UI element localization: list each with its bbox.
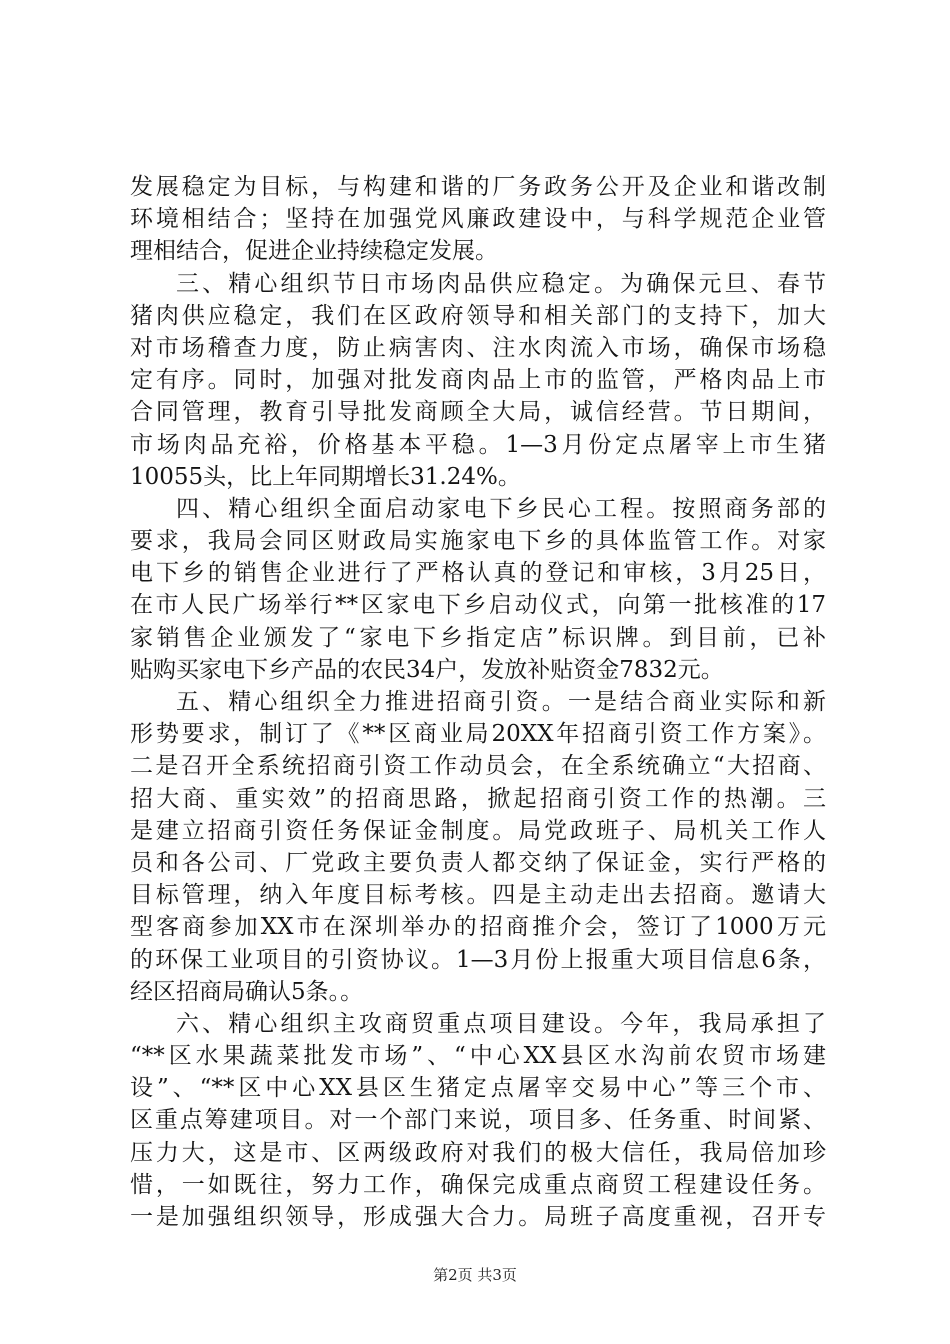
text-line: 家销售企业颁发了“家电下乡指定店”标识牌。到目前，已补 [130,624,826,651]
text-line: 型客商参加XX市在深圳举办的招商推介会，签订了1000万元 [130,914,826,941]
page-footer: 第2页 共3页 [433,1266,517,1284]
text-line: 的环保工业项目的引资协议。1—3月份上报重大项目信息6条， [130,946,826,973]
text-line: 在市人民广场举行**区家电下乡启动仪式，向第一批核准的17 [130,592,826,619]
text-line: 贴购买家电下乡产品的农民34户，发放补贴资金7832元。 [130,656,724,683]
text-line: 惜，一如既往，努力工作，确保完成重点商贸工程建设任务。 [130,1171,826,1198]
text-line: 猪肉供应稳定，我们在区政府领导和相关部门的支持下，加大 [130,302,826,329]
text-line: 招大商、重实效”的招商思路，掀起招商引资工作的热潮。三 [130,785,826,812]
text-line: 要求，我局会同区财政局实施家电下乡的具体监管工作。对家 [130,528,826,555]
text-line: 合同管理，教育引导批发商顾全大局，诚信经营。节日期间， [130,399,826,426]
text-line: 10055头，比上年同期增长31.24%。 [130,463,521,490]
text-line: 六、精心组织主攻商贸重点项目建设。今年，我局承担了 [176,1010,826,1037]
text-line: “**区水果蔬菜批发市场”、“中心XX县区水沟前农贸市场建 [130,1043,826,1070]
text-line: 二是召开全系统招商引资工作动员会，在全系统确立“大招商、 [130,753,826,780]
text-line: 一是加强组织领导，形成强大合力。局班子高度重视，召开专 [130,1204,826,1230]
text-line: 发展稳定为目标，与构建和谐的厂务政务公开及企业和谐改制 [130,174,826,200]
text-line: 目标管理，纳入年度目标考核。四是主动走出去招商。邀请大 [130,882,826,909]
text-line: 经区招商局确认5条。。 [130,978,364,1005]
text-line: 环境相结合；坚持在加强党风廉政建设中，与科学规范企业管 [130,206,826,233]
text-line: 员和各公司、厂党政主要负责人都交纳了保证金，实行严格的 [130,849,826,876]
text-line: 压力大，这是市、区两级政府对我们的极大信任，我局倍加珍 [130,1139,826,1166]
text-line: 设”、“**区中心XX县区生猪定点屠宰交易中心”等三个市、 [130,1075,826,1102]
text-line: 对市场稽查力度，防止病害肉、注水肉流入市场，确保市场稳 [130,334,826,361]
text-line: 五、精心组织全力推进招商引资。一是结合商业实际和新 [176,689,826,715]
text-line: 市场肉品充裕，价格基本平稳。1—3月份定点屠宰上市生猪 [130,431,826,458]
document-body [130,171,826,1233]
text-line: 是建立招商引资任务保证金制度。局党政班子、局机关工作人 [130,817,826,844]
text-line: 三、精心组织节日市场肉品供应稳定。为确保元旦、春节 [176,270,826,297]
text-line: 形势要求，制订了《**区商业局20XX年招商引资工作方案》。 [130,721,826,748]
text-line: 区重点筹建项目。对一个部门来说，项目多、任务重、时间紧、 [130,1107,826,1134]
text-line: 电下乡的销售企业进行了严格认真的登记和审核，3月25日， [130,560,826,587]
text-line: 理相结合，促进企业持续稳定发展。 [130,238,498,265]
text-line: 定有序。同时，加强对批发商肉品上市的监管，严格肉品上市 [130,367,826,394]
text-line: 四、精心组织全面启动家电下乡民心工程。按照商务部的 [176,495,826,522]
